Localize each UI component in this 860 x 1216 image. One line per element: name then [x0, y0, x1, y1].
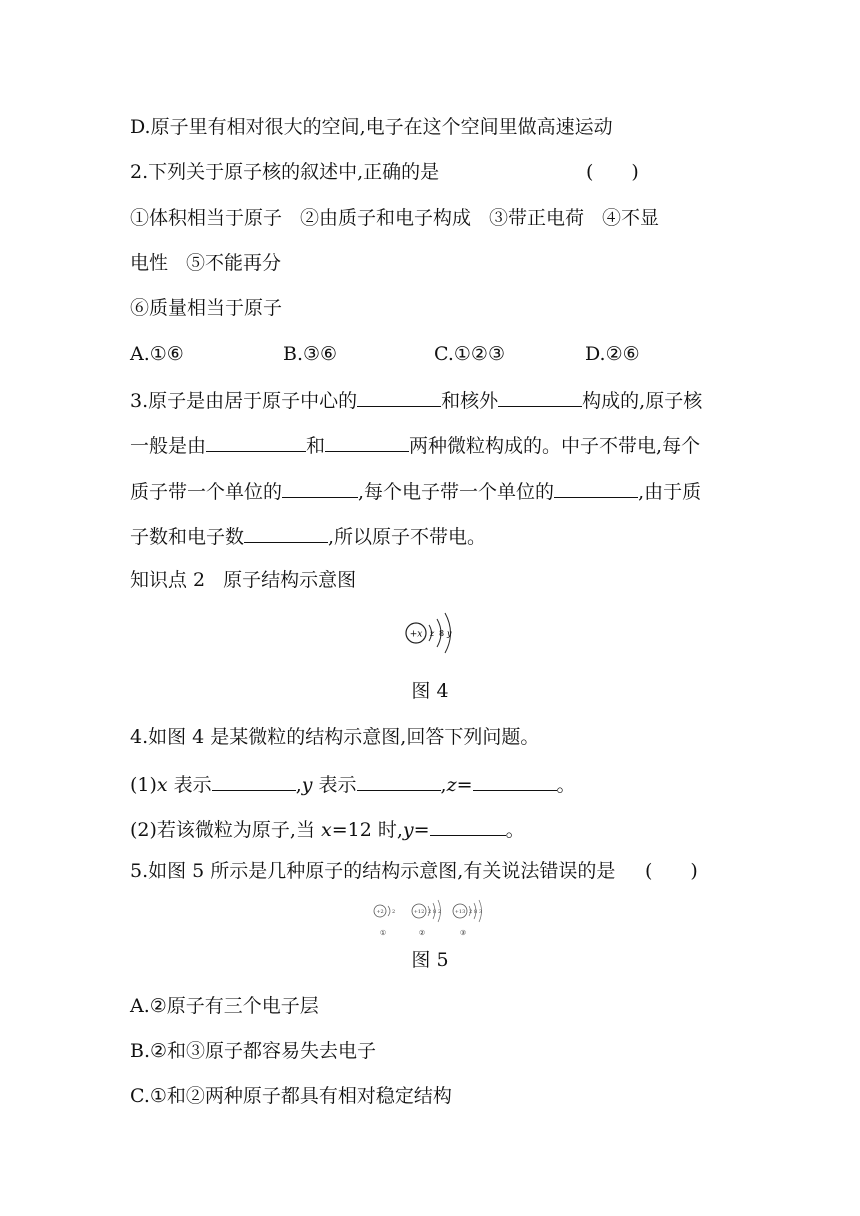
atom-3-shell-count-3: 3	[479, 909, 483, 915]
q5-option-b: B.②和③原子都容易失去电子	[130, 1040, 377, 1062]
q3-text: 和	[306, 435, 326, 457]
q3-blank-proton[interactable]	[206, 431, 306, 452]
figure-5-caption: 图 5	[411, 949, 449, 971]
section-title: 原子结构示意图	[223, 569, 357, 591]
q4-text: =	[413, 819, 430, 841]
q5-option-a: A.②原子有三个电子层	[130, 995, 319, 1017]
q4-blank-x[interactable]	[212, 770, 296, 791]
q2-item-2: ②由质子和电子构成	[300, 207, 472, 229]
var-y: y	[402, 819, 414, 841]
q3-blank-neutron[interactable]	[325, 431, 409, 452]
q1-option-d: D.原子里有相对很大的空间,电子在这个空间里做高速运动	[130, 116, 613, 138]
section-label: 知识点 2	[130, 569, 206, 591]
q3-line3	[130, 477, 701, 505]
q3-line2	[130, 431, 700, 459]
q4-text: =	[456, 774, 473, 796]
atom-2-shell-count-2: 8	[433, 909, 437, 915]
q2-stem: 2.下列关于原子核的叙述中,正确的是	[130, 161, 440, 183]
q3-blank-positive[interactable]	[282, 477, 358, 498]
q4-blank-z[interactable]	[473, 770, 557, 791]
q2-items-line1	[130, 205, 659, 231]
atom-2-shell-count-3: 2	[438, 909, 442, 915]
atom-1-nucleus-label: +2	[376, 909, 384, 915]
q3-text: ,由于质	[638, 481, 702, 503]
q3-text: 构成的,原子核	[582, 390, 703, 412]
q4-text: (1)	[130, 774, 157, 796]
q3-blank-electron[interactable]	[498, 386, 582, 407]
q3-blank-nucleus[interactable]	[357, 386, 441, 407]
q3-text: 质子带一个单位的	[130, 481, 283, 503]
atom-1-label: ①	[379, 929, 387, 937]
q2-item-1: ①体积相当于原子	[130, 207, 283, 229]
var-x: x	[321, 819, 332, 841]
atom-3-nucleus-label: +13	[454, 909, 466, 915]
q3-text: 两种微粒构成的。中子不带电,每个	[409, 435, 701, 457]
q2-option-a: A.①⑥	[130, 343, 184, 365]
q2-item-5: ⑤不能再分	[186, 252, 282, 274]
q3-text: 3.原子是由居于原子中心的	[130, 390, 358, 412]
q2-answer-paren: ( )	[586, 161, 639, 183]
shell-count-2: 8	[439, 629, 445, 638]
q2-item-4: ④不显	[602, 207, 660, 229]
atom-3-shell-count-1: 2	[469, 909, 473, 915]
q2-item-3: ③带正电荷	[489, 207, 585, 229]
q3-blank-equal[interactable]	[244, 522, 328, 543]
q4-part2	[130, 815, 525, 843]
q2-items-line2	[130, 250, 281, 276]
atom-2-shell-count-1: 2	[428, 909, 432, 915]
q3-blank-negative[interactable]	[554, 477, 638, 498]
q4-blank-y-value[interactable]	[430, 815, 506, 836]
q2-option-c: C.①②③	[434, 343, 505, 365]
atom-3-diagram	[453, 900, 482, 937]
atom-2-label: ②	[418, 929, 426, 937]
figure-5-atoms-diagram	[365, 898, 495, 940]
q4-text: 表示	[312, 774, 357, 796]
q4-part1: (1)x 表示 ,y 表示 ,z= 。	[130, 770, 576, 798]
q4-text: 。	[505, 819, 525, 841]
section-heading	[130, 567, 356, 593]
q2-option-d: D.②⑥	[585, 343, 640, 365]
q4-text: 表示	[167, 774, 212, 796]
q4-blank-y[interactable]	[357, 770, 441, 791]
q5-answer-paren: ( )	[645, 860, 698, 882]
figure-4-caption: 图 4	[411, 680, 449, 702]
atom-1-shell	[388, 906, 390, 916]
q5-stem: 5.如图 5 所示是几种原子的结构示意图,有关说法错误的是	[130, 860, 616, 882]
q4-text: (2)若该微粒为原子,当	[130, 819, 321, 841]
var-y: y	[301, 774, 313, 796]
q3-text: ,每个电子带一个单位的	[358, 481, 555, 503]
q4-stem: 4.如图 4 是某微粒的结构示意图,回答下列问题。	[130, 726, 540, 748]
q3-line4	[130, 522, 486, 550]
q4-text: =12 时,	[331, 819, 403, 841]
atom-2-diagram	[412, 900, 441, 937]
q2-item-6: ⑥质量相当于原子	[130, 297, 283, 319]
atom-2-nucleus-label: +12	[413, 909, 425, 915]
var-x: x	[156, 774, 168, 796]
figure-4-atom-diagram	[400, 605, 464, 661]
q3-text: ,所以原子不带电。	[328, 526, 487, 548]
var-z: z	[446, 774, 457, 796]
q3-text: 一般是由	[130, 435, 207, 457]
nucleus-label: +x	[409, 629, 423, 640]
q4-text: 。	[556, 774, 576, 796]
q3-text: 子数和电子数	[130, 526, 245, 548]
q2-item-4-cont: 电性	[130, 252, 169, 274]
q2-option-b: B.③⑥	[283, 343, 338, 365]
q3-line1	[130, 386, 702, 414]
q5-option-c: C.①和②两种原子都具有相对稳定结构	[130, 1085, 452, 1107]
atom-1-diagram	[374, 905, 395, 937]
q3-text: 和核外	[441, 390, 499, 412]
shell-count-1: z	[430, 629, 435, 638]
shell-count-3: y	[447, 629, 452, 638]
atom-3-label: ③	[459, 929, 467, 937]
atom-3-shell-count-2: 8	[474, 909, 478, 915]
atom-1-shell-count: 2	[392, 909, 396, 915]
